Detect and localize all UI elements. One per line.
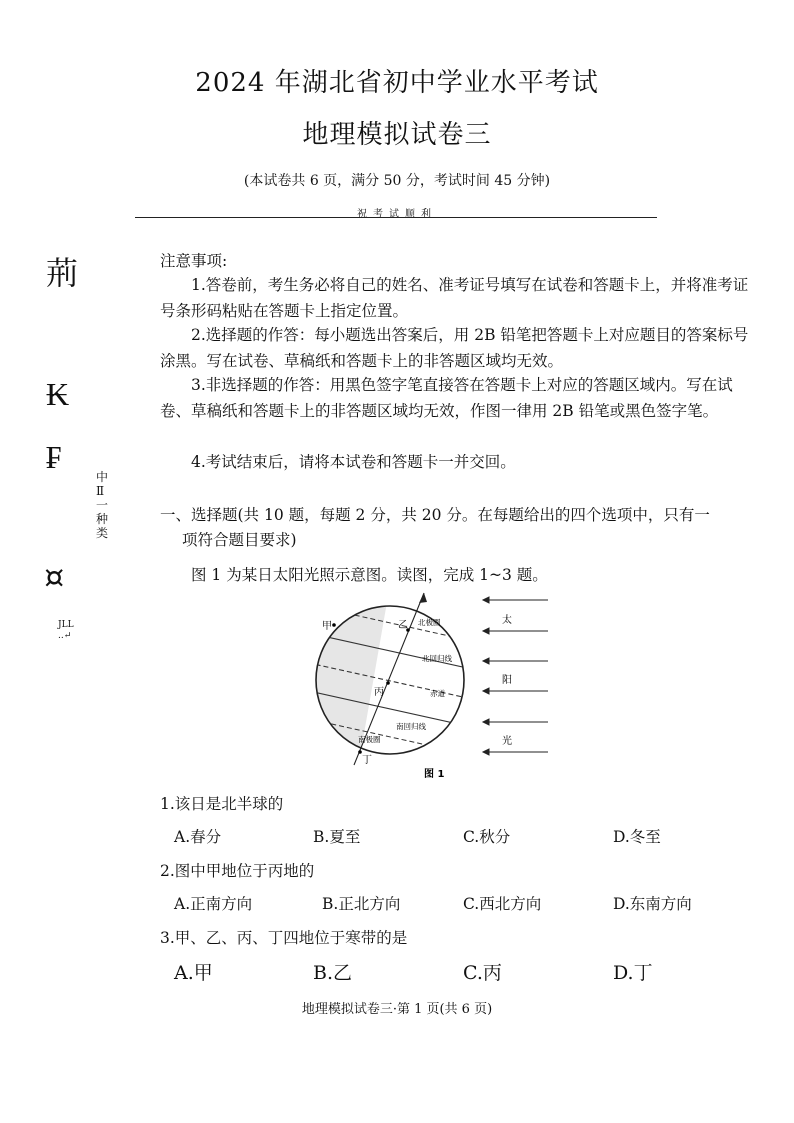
label-bing: 丙	[374, 687, 384, 698]
label-ding: 丁	[362, 755, 372, 766]
point-ding	[358, 750, 362, 754]
note-item-1: 1.答卷前，考生务必将自己的姓名、准考证号填写在试卷和答题卡上，并将准考证号条形码粘贴在答题卡上指定位置。	[160, 276, 749, 320]
margin-glyph-3: ₣	[46, 438, 62, 476]
note-item-3: 3.非选择题的作答：用黑色签字笔直接答在答题卡上对应的答题区域内。写在试卷、草稿纸和答题卡上的非答题区域均无效，作图一律用 2B 铅笔或黑色签字笔。	[160, 376, 733, 420]
page-footer: 地理模拟试卷三·第 1 页(共 6 页)	[301, 1002, 493, 1017]
section-heading-line2: 项符合题目要求)	[182, 531, 297, 549]
section-heading-line1: 一、选择题(共 10 题，每题 2 分，共 20 分。在每题给出的四个选项中，只有一	[160, 506, 710, 524]
margin-small-text-2: ..↵	[58, 631, 72, 641]
q1-option-c: C.秋分	[463, 828, 511, 846]
label-arctic: 北极圈	[418, 618, 441, 627]
sun-rays	[483, 597, 548, 755]
exam-title: 2024 年湖北省初中学业水平考试	[195, 68, 599, 98]
point-jia	[332, 623, 336, 627]
note-item-2: 2.选择题的作答：每小题选出答案后，用 2B 铅笔把答题卡上对应题目的答案标号涂黑。写在试卷、草稿纸和答题卡上的非答题区域均无效。	[160, 326, 749, 370]
exam-info: (本试卷共 6 页，满分 50 分，考试时间 45 分钟)	[243, 173, 551, 189]
margin-glyph-4: ¤	[44, 558, 65, 596]
label-sun-3: 光	[502, 736, 512, 747]
sunlight-diagram	[300, 585, 560, 780]
label-sun-1: 太	[502, 615, 512, 626]
question-1-stem: 1.该日是北半球的	[160, 795, 284, 813]
note-item-4: 4.考试结束后，请将本试卷和答题卡一并交回。	[191, 453, 516, 471]
figure-caption: 图 1	[424, 769, 445, 780]
question-2-stem: 2.图中甲地位于丙地的	[160, 862, 315, 880]
antarctic-circle-line	[300, 717, 490, 759]
point-bing	[386, 681, 390, 685]
label-antarctic: 南极圈	[358, 735, 381, 744]
q1-option-d: D.冬至	[613, 828, 661, 846]
margin-glyph-1: 荊	[46, 254, 79, 292]
q2-option-a: A.正南方向	[174, 895, 253, 913]
label-jia: 甲	[322, 621, 332, 632]
figure-intro: 图 1 为某日太阳光照示意图。读图，完成 1~3 题。	[191, 566, 548, 584]
q3-option-b: B.乙	[313, 962, 353, 984]
notes-heading: 注意事项:	[160, 252, 228, 270]
label-tropic-s: 南回归线	[396, 722, 426, 731]
exam-subject-title: 地理模拟试卷三	[302, 120, 492, 150]
margin-vertical-text: 中Ⅱ一种类	[96, 470, 109, 540]
label-equator: 赤道	[430, 689, 445, 698]
q1-option-a: A.春分	[174, 828, 222, 846]
label-tropic-n: 北回归线	[422, 654, 452, 663]
margin-small-text-1: JLL	[58, 620, 74, 630]
margin-glyph-2: ₭	[46, 375, 70, 413]
label-sun-2: 阳	[502, 675, 512, 686]
label-yi: 乙	[398, 620, 408, 631]
q1-option-b: B.夏至	[313, 828, 361, 846]
q3-option-d: D.丁	[613, 962, 653, 984]
motto: 祝考试顺利	[357, 209, 437, 220]
q2-option-d: D.东南方向	[613, 895, 692, 913]
q3-option-a: A.甲	[174, 962, 213, 984]
q2-option-b: B.正北方向	[322, 895, 401, 913]
night-side-shading	[300, 585, 390, 780]
q2-option-c: C.西北方向	[463, 895, 542, 913]
q3-option-c: C.丙	[463, 962, 502, 984]
question-3-stem: 3.甲、乙、丙、丁四地位于寒带的是	[160, 929, 408, 947]
header-rule	[135, 217, 657, 218]
